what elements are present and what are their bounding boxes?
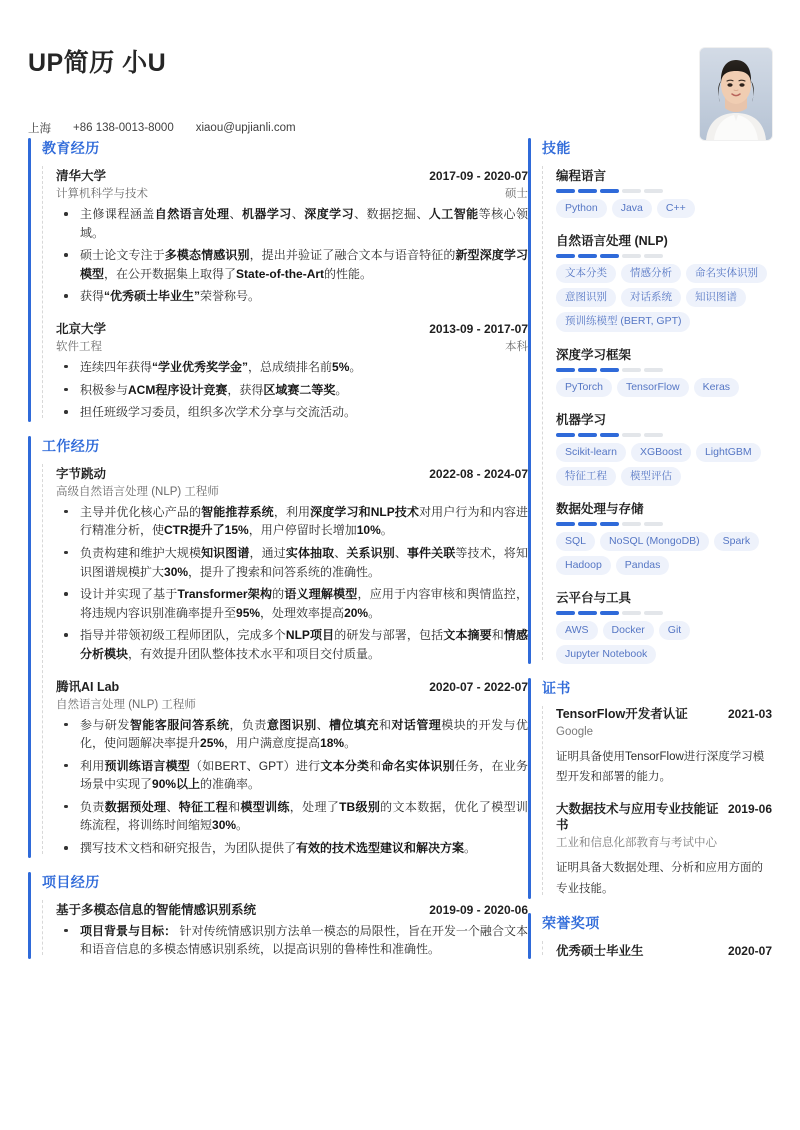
education-entry (42, 166, 528, 306)
entry-date: 2022-08 - 2024-07 (429, 466, 528, 481)
skill-group (542, 231, 772, 331)
skill-group-name: 数据处理与存储 (556, 501, 644, 516)
bullet-item: 主导并优化核心产品的智能推荐系统，利用深度学习和NLP技术对用户行为和内容进行精准分析，使CTR提升了15%，用户停留时长增加10%。 (56, 503, 528, 540)
skill-tag: 命名实体识别 (686, 264, 767, 283)
left-column (28, 138, 528, 973)
bullet-item: 硕士论文专注于多模态情感识别，提出并验证了融合文本与语音特征的新型深度学习模型，在公开数据集上取得了State-of-the-Art的性能。 (56, 246, 528, 283)
certificate-date: 2019-06 (727, 801, 772, 816)
skill-group-name: 云平台与工具 (556, 591, 632, 606)
honor-title: 优秀硕士毕业生 (556, 943, 644, 958)
skill-tag: 特征工程 (556, 467, 616, 486)
job-title: 高级自然语言处理 (NLP) 工程师 (56, 485, 219, 498)
project-name: 基于多模态信息的智能情感识别系统 (56, 902, 257, 917)
avatar-photo (700, 48, 772, 140)
cert-head (556, 706, 772, 723)
skill-group (542, 499, 772, 575)
skill-tag: AWS (556, 621, 598, 640)
right-column (528, 138, 772, 973)
section-title-work: 工作经历 (42, 437, 100, 454)
skill-tag: 情感分析 (621, 264, 681, 283)
skill-level-segment (556, 368, 575, 372)
skill-level-meter (556, 433, 772, 437)
bullet-item: 撰写技术文档和研究报告，为团队提供了有效的技术选型建议和解决方案。 (56, 839, 528, 858)
bullet-list (56, 922, 528, 959)
skill-level-segment (600, 254, 619, 258)
section-certificates (528, 678, 772, 898)
bullet-item: 设计并实现了基于Transformer架构的语义理解模型，应用于内容审核和舆情监控，将违规内容识别准确率提升至95%，处理效率提高20%。 (56, 585, 528, 622)
skill-level-segment (600, 433, 619, 437)
section-title-certificates: 证书 (542, 680, 571, 697)
degree-label: 本科 (505, 340, 528, 353)
resume-body (0, 138, 800, 973)
skill-tag: TensorFlow (617, 378, 689, 397)
skill-level-segment (578, 611, 597, 615)
entry-date: 2020-07 - 2022-07 (429, 679, 528, 694)
skill-level-segment (578, 433, 597, 437)
skill-group (542, 166, 772, 218)
section-project (28, 872, 528, 959)
section-education (28, 138, 528, 422)
bullet-list (56, 358, 528, 422)
cert-head (556, 801, 772, 835)
skill-level-segment (644, 254, 663, 258)
resume-header (0, 0, 800, 138)
entry-date: 2017-09 - 2020-07 (429, 169, 528, 183)
degree-label: 硕士 (505, 188, 528, 200)
section-title-education: 教育经历 (42, 140, 100, 156)
bullet-item: 积极参与ACM程序设计竞赛，获得区域赛二等奖。 (56, 381, 528, 400)
bullet-item: 项目背景与目标： 针对传统情感识别方法单一模态的局限性，旨在开发一个融合文本和语音信息的多模态情感识别系统，以提高识别的鲁棒性和准确性。 (56, 922, 528, 959)
skill-tags (556, 532, 772, 575)
major-name: 计算机科学与技术 (56, 188, 148, 200)
skill-level-segment (622, 522, 641, 526)
skill-tags (556, 621, 772, 664)
skill-tags (556, 443, 772, 486)
skill-level-meter (556, 522, 772, 526)
school-name: 清华大学 (56, 169, 107, 183)
entry-sub (56, 483, 528, 499)
skill-level-segment (644, 368, 663, 372)
contact-item: 上海 (28, 123, 51, 135)
skill-tag: Pandas (616, 556, 670, 575)
honor-items (528, 941, 772, 959)
skill-level-segment (644, 433, 663, 437)
section-honors (528, 913, 772, 959)
entry-head (56, 166, 528, 184)
skill-level-segment (578, 189, 597, 193)
skill-tag: NoSQL (MongoDB) (600, 532, 709, 551)
honor-date: 2020-07 (727, 943, 772, 958)
contact-item: +86 138-0013-8000 (73, 122, 174, 134)
skill-level-segment (644, 189, 663, 193)
skill-group (542, 588, 772, 664)
skill-tag: Python (556, 199, 607, 218)
section-title-project: 项目经历 (42, 873, 100, 890)
certificate-item (542, 801, 772, 899)
skill-group (542, 345, 772, 397)
certificate-items (528, 706, 772, 898)
skill-level-segment (578, 522, 597, 526)
skill-level-segment (600, 368, 619, 372)
skill-level-meter (556, 254, 772, 258)
job-title: 自然语言处理 (NLP) 工程师 (56, 698, 196, 711)
skill-tag: 意图识别 (556, 288, 616, 307)
certificate-description: 证明具备使用TensorFlow进行深度学习模型开发和部署的能力。 (556, 751, 765, 784)
skill-level-segment (600, 522, 619, 526)
section-title-skills: 技能 (542, 140, 571, 156)
contact-row (28, 120, 772, 136)
skill-level-segment (556, 522, 575, 526)
contact-item: xiaou@upjianli.com (195, 122, 296, 134)
section-title-honors: 荣誉奖项 (542, 914, 600, 931)
section-skills (528, 138, 772, 664)
skill-tag: C++ (657, 199, 695, 218)
bullet-item: 负责构建和维护大规模知识图谱，通过实体抽取、关系识别、事件关联等技术，将知识图谱规模扩大30%，提升了搜索和问答系统的准确性。 (56, 544, 528, 581)
skill-group-name: 编程语言 (556, 169, 607, 183)
bullet-item: 主修课程涵盖自然语言处理、机器学习、深度学习、数据挖掘、人工智能等核心领域。 (56, 205, 528, 242)
entry-head (56, 900, 528, 918)
skill-level-meter (556, 611, 772, 615)
school-name: 北京大学 (56, 321, 107, 336)
bullet-item: 参与研发智能客服问答系统，负责意图识别、槽位填充和对话管理模块的开发与优化，使问题解决率提升25%，用户满意度提高18%。 (56, 716, 528, 753)
skill-tags (556, 264, 772, 331)
skill-level-segment (600, 611, 619, 615)
skill-level-segment (622, 189, 641, 193)
skill-tag: 预训练模型 (BERT, GPT) (556, 312, 690, 331)
skill-level-segment (578, 254, 597, 258)
skill-level-segment (600, 189, 619, 193)
section-work (28, 436, 528, 858)
bullet-item: 指导并带领初级工程师团队，完成多个NLP项目的研发与部署，包括文本摘要和情感分析模块，有效提升团队整体技术水平和项目交付质量。 (56, 626, 528, 663)
entry-sub (56, 185, 528, 201)
skill-level-segment (622, 254, 641, 258)
entry-head (56, 319, 528, 337)
certificate-title: 大数据技术与应用专业技能证书 (556, 801, 719, 833)
skill-tags (556, 378, 772, 397)
skill-tag: Git (659, 621, 690, 640)
bullet-list (56, 503, 528, 664)
entry-date: 2013-09 - 2017-07 (429, 321, 528, 336)
skill-tag: 对话系统 (621, 288, 681, 307)
skill-tag: Keras (694, 378, 739, 397)
skill-level-meter (556, 368, 772, 372)
skill-group-name: 机器学习 (556, 412, 607, 427)
page-title: UP简历 小U (28, 49, 167, 77)
skill-groups (528, 166, 772, 664)
bullet-item: 负责数据预处理、特征工程和模型训练，处理了TB级别的文本数据，优化了模型训练流程，将训练时间缩短30%。 (56, 798, 528, 835)
skill-level-segment (622, 368, 641, 372)
bullet-list (56, 716, 528, 858)
certificate-title: TensorFlow开发者认证 (556, 707, 688, 722)
entry-head (56, 677, 528, 695)
skill-group-name: 自然语言处理 (NLP) (556, 234, 668, 249)
project-entry (42, 900, 528, 959)
skill-tag: 文本分类 (556, 264, 616, 283)
skill-level-segment (644, 611, 663, 615)
certificate-description: 证明具备大数据处理、分析和应用方面的专业技能。 (556, 862, 763, 895)
certificate-org: Google (556, 726, 594, 739)
entry-date: 2019-09 - 2020-06 (429, 902, 528, 917)
skill-tag: LightGBM (696, 443, 761, 462)
major-name: 软件工程 (56, 340, 102, 353)
skill-tag: Docker (603, 621, 654, 640)
bullet-item: 连续四年获得“学业优秀奖学金”，总成绩排名前5%。 (56, 358, 528, 377)
education-entries (28, 166, 528, 422)
skill-level-meter (556, 189, 772, 193)
skill-tag: SQL (556, 532, 595, 551)
skill-tag: Jupyter Notebook (556, 645, 656, 664)
skill-level-segment (578, 368, 597, 372)
skill-tag: Scikit-learn (556, 443, 626, 462)
skill-group-name: 深度学习框架 (556, 347, 632, 362)
entry-sub (56, 696, 528, 712)
skill-level-segment (556, 189, 575, 193)
entry-head (56, 464, 528, 482)
skill-level-segment (556, 254, 575, 258)
skill-tag: XGBoost (631, 443, 691, 462)
bullet-item: 利用预训练语言模型（如BERT、GPT）进行文本分类和命名实体识别任务，在业务场景中实现了90%以上的准确率。 (56, 757, 528, 794)
work-entry (42, 464, 528, 664)
entry-sub (56, 338, 528, 354)
honor-item (542, 941, 772, 959)
skill-tags (556, 199, 772, 218)
bullet-list (56, 205, 528, 306)
skill-tag: 模型评估 (621, 467, 681, 486)
project-entries (28, 900, 528, 959)
skill-tag: Hadoop (556, 556, 611, 575)
company-name: 腾讯AI Lab (56, 679, 120, 694)
skill-tag: Spark (714, 532, 759, 551)
skill-tag: PyTorch (556, 378, 612, 397)
skill-level-segment (556, 433, 575, 437)
skill-level-segment (644, 522, 663, 526)
skill-level-segment (622, 433, 641, 437)
education-entry (42, 319, 528, 422)
skill-level-segment (622, 611, 641, 615)
avatar (700, 48, 772, 140)
work-entry (42, 677, 528, 858)
certificate-date: 2021-03 (727, 707, 772, 722)
work-entries (28, 464, 528, 858)
company-name: 字节跳动 (56, 466, 107, 481)
skill-tag: 知识图谱 (686, 288, 746, 307)
certificate-org: 工业和信息化部教育与考试中心 (556, 837, 717, 850)
bullet-item: 担任班级学习委员，组织多次学术分享与交流活动。 (56, 403, 528, 422)
skill-level-segment (556, 611, 575, 615)
skill-group (542, 410, 772, 486)
bullet-item: 获得“优秀硕士毕业生”荣誉称号。 (56, 287, 528, 306)
certificate-item (542, 706, 772, 787)
skill-tag: Java (612, 199, 652, 218)
